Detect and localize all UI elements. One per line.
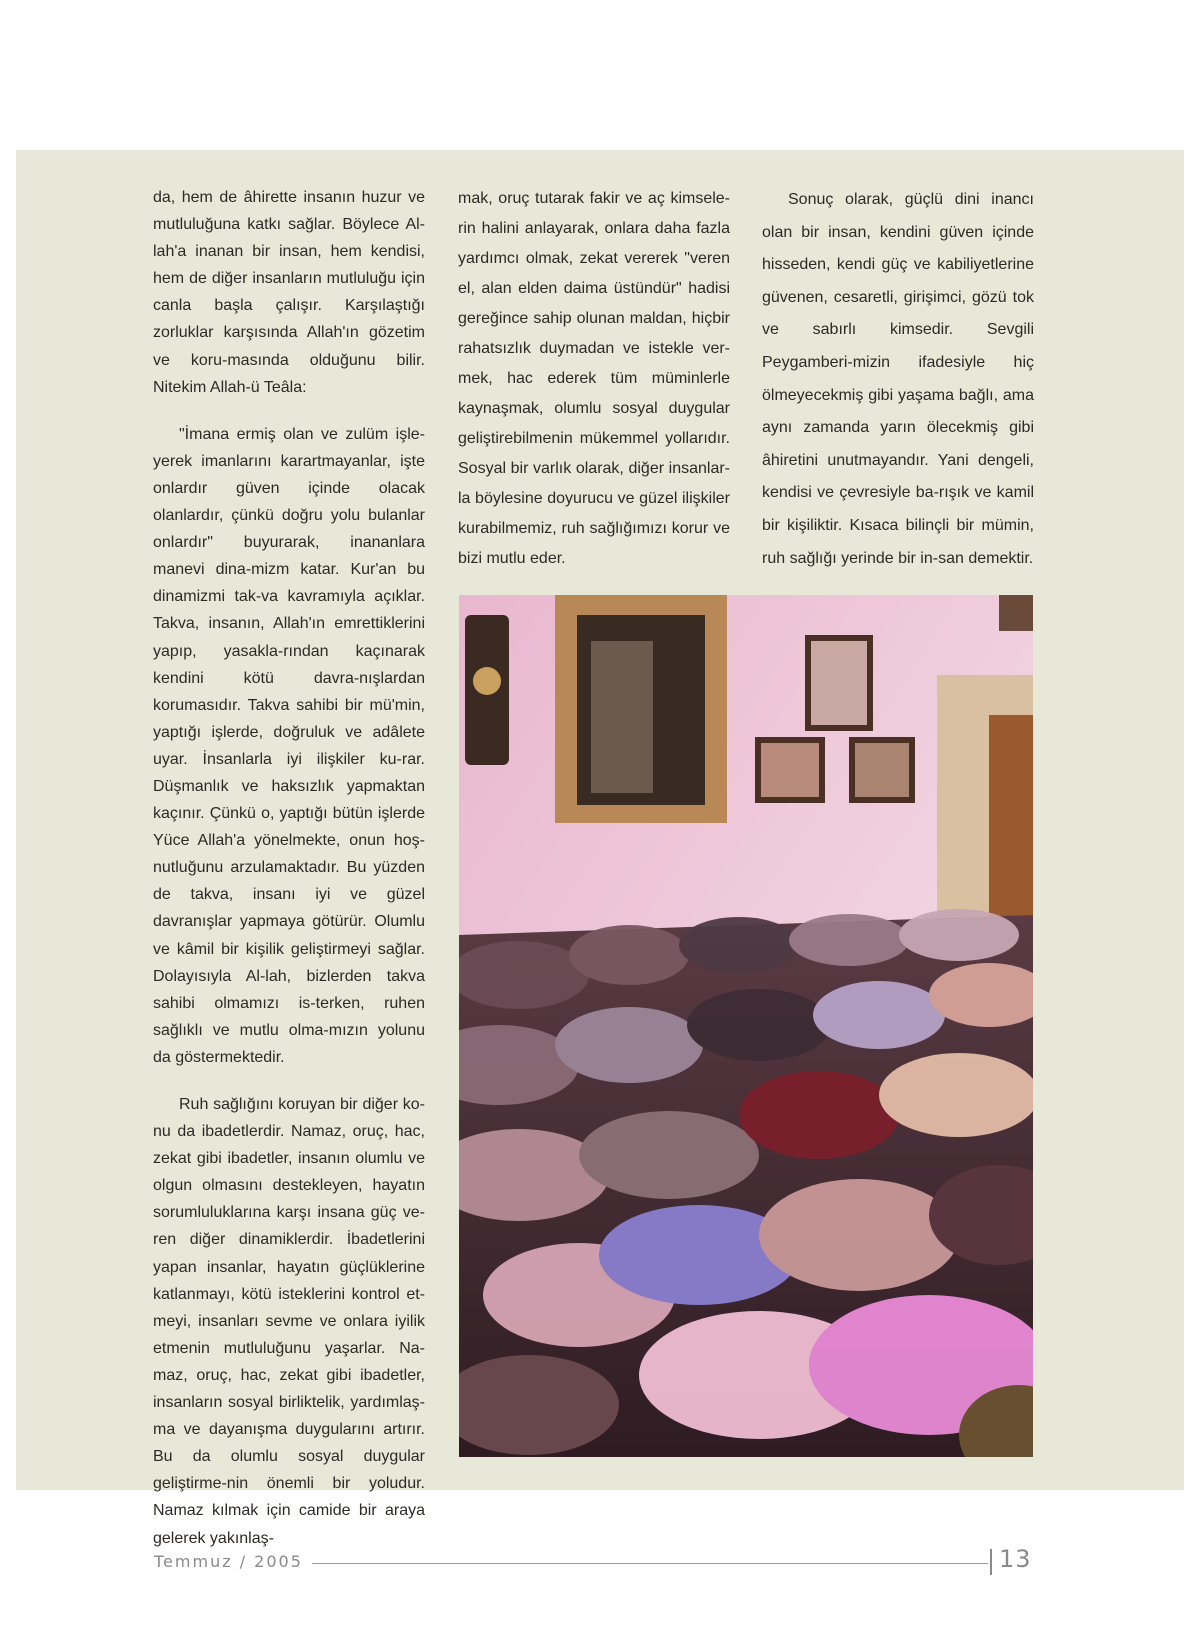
paragraph: Ruh sağlığını koruyan bir diğer ko-nu da ibadetlerdir. Namaz, oruç, hac, zekat gibi ibadetler, insanın olumlu ve olgun olmasını destekleyen, hayatın sorumluluklarına karşı insana güç ve-ren diğer dinamiklerdir. İbadetlerini yapan insanlar, hayatın güçlüklerine katlanmayı, kötü isteklerini kontrol et-meyi, insanları sevme ve onlara iyilik etmenin mutluluğunu yaşarlar. Na-maz, oruç, hac, zekat gibi ibadetler, insanların sosyal birliktelik, yardımlaş-ma ve dayanışma duygularını artırır. Bu da olumlu sosyal duygular geliştirme-nin önemli bir yoludur. Namaz kılmak için camide bir araya gelerek yakınlaş- — [153, 1096, 425, 1547]
paragraph: mak, oruç tutarak fakir ve aç kimsele-rin halini anlayarak, onlara daha fazla yardımcı olmak, zekat vererek "veren el, alan elden daima üstündür" hadisi gereğince sahip olunan maldan, hiçbir rahatsızlık duymadan ve istekle ver-mek, hac ederek tüm müminlerle kaynaşmak, olumlu sosyal duygular geliştirebilmenin mükemmel yollarıdır. Sosyal bir varlık olarak, diğer insanlar-la böylesine doyurucu ve güzel ilişkiler kurabilmemiz, ruh sağlığımızı korur ve bizi mutlu eder. — [458, 190, 730, 567]
footer-divider — [990, 1549, 992, 1575]
issue-date: Temmuz / 2005 — [154, 1552, 303, 1571]
photo-illustration — [459, 595, 1033, 1457]
paragraph: da, hem de âhirette insanın huzur ve mutluluğuna katkı sağlar. Böylece Al-lah'a inanan bir insan, hem kendisi, hem de diğer insanların mutluluğu için canla başla çalışır. Karşılaştığı zorluklar karşısında Allah'ın gözetim ve koru-masında olduğunu bilir. Nitekim Allah-ü Teâla: — [153, 189, 425, 396]
mosque-prayer-photo — [459, 595, 1033, 1457]
footer-rule — [312, 1563, 988, 1564]
article-column-left — [153, 184, 425, 1552]
page-number: 13 — [999, 1545, 1032, 1573]
article-column-middle — [458, 184, 730, 574]
article-column-right — [762, 184, 1034, 575]
paragraph: Sonuç olarak, güçlü dini inancı olan bir insan, kendini güven içinde hisseden, kendi güç ve kabiliyetlerine güvenen, cesaretli, girişimci, gözü tok ve sabırlı kimsedir. Sevgili Peygamberi-mizin ifadesiyle hiç ölmeyecekmiş gibi yaşama bağlı, ama aynı zamanda yarın ölecekmiş gibi âhiretini unutmayandır. Yani dengeli, kendisi ve çevresiyle ba-rışık ve kamil bir kişiliktir. Kısaca bilinçli bir mümin, ruh sağlığı yerinde bir in-san demektir. — [762, 191, 1034, 567]
paragraph: "İmana ermiş olan ve zulüm işle-yerek imanlarını karartmayanlar, işte onlardır güven içinde olacak olanlardır, çünkü doğru yolu bulanlar onlardır" buyurarak, inananlara manevi dina-mizm katar. Kur'an bu dinamizmi tak-va kavramıyla açıklar. Takva, insanın, Allah'ın emrettiklerini yapıp, yasakla-rından kaçınarak kendini kötü davra-nışlardan korumasıdır. Takva sahibi bir mü'min, yaptığı işlerde, doğruluk ve adâlete uyar. İnsanlarla iyi ilişkiler ku-rar. Düşmanlık ve haksızlık yapmaktan kaçınır. Çünkü o, yaptığı bütün işlerde Yüce Allah'a yönelmekte, onun hoş-nutluğunu arzulamaktadır. Bu yüzden de takva, insanı iyi ve güzel davranışlar yapmaya götürür. Olumlu ve kâmil bir kişilik geliştirmeyi sağlar. Dolayısıyla Al-lah, bizlerden takva sahibi olmamızı is-terken, ruhen sağlıklı ve mutlu olma-mızın yolunu da göstermektedir. — [153, 425, 425, 1066]
